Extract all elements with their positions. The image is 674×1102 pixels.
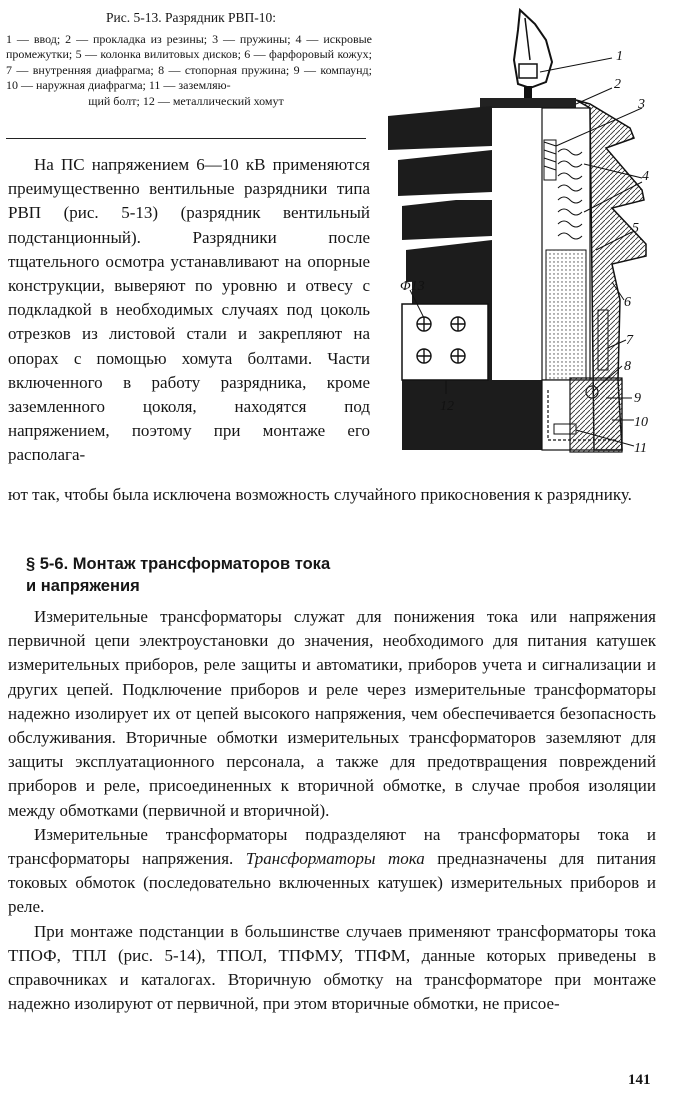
terminal-input xyxy=(514,10,552,100)
paragraph-transformer-types-a: Измерительные трансформаторы подразделяют на трансформаторы тока и трансформаторы напряжения. xyxy=(8,824,656,869)
figure-caption-legend: 1 — ввод; 2 — прокладка из резины; 3 — пружины; 4 — искровые промежутки; 5 — колонка вилитовых дисков; 6 — фарфоровый кожух; 7 — внутренняя диафрагма; 8 — стопорная пружина; 9 — компаунд; 10 — наружная диафрагма; 11 — заземляю- xyxy=(6,31,372,92)
callout-4: 4 xyxy=(642,169,649,184)
callout-8: 8 xyxy=(624,359,631,374)
paragraph-arrester-installation: На ПС напряжением 6—10 кВ применяются преимущественно вентильные разрядники типа РВП (рис. 5-13) (разрядник вентильный подстанционный). Разрядники после тщательного осмотра устанавливают на опорные конструкции, выверяют по уровню и отвесу с подкладкой в необходимых случаях под цоколь отрезков из листовой стали и закрепляют на опорах с помощью хомута болтами. Части включенного в работу разрядника, кроме заземленного цоколя, находятся под напряжением, поэтому при монтаже его располага- xyxy=(8,155,370,465)
callout-10: 10 xyxy=(634,415,648,430)
paragraph-measuring-transformers: Измерительные трансформаторы служат для понижения тока или напряжения первичной цепи электроустановки до значения, необходимого для питания катушек измерительных приборов, реле защиты и автоматики, приборов учета и сигнализации и других цепей. Подключение приборов и реле через измерительные трансформаторы надежно изолирует их от цепей высокого напряжения, чем обеспечивается безопасность обслуживания. Вторичные обмотки измерительных трансформаторов заземляют для защиты эксплуатационного персонала, а также для предотвращения повреждений приборов и реле, присоединенных к вторичной обмотке, в случае пробоя изоляции между обмотками (первичной и вторичной). xyxy=(8,607,656,820)
callout-5: 5 xyxy=(632,221,639,236)
mounting-clamp xyxy=(402,304,488,380)
callout-6: 6 xyxy=(624,295,631,310)
section-body xyxy=(8,605,656,1016)
top-cap xyxy=(480,98,576,108)
callout-diameter: Φ13 xyxy=(400,279,425,294)
paragraph-arrester-installation-end: ют так, чтобы была исключена возможность случайного прикосновения к разряднику. xyxy=(8,485,632,504)
callout-7: 7 xyxy=(626,333,633,348)
figure-caption-title: Рис. 5-13. Разрядник РВП-10: xyxy=(105,10,277,25)
callout-2: 2 xyxy=(614,77,621,92)
paragraph-transformer-types xyxy=(8,823,656,920)
arrester-drawing xyxy=(380,0,674,470)
callout-11: 11 xyxy=(634,441,647,456)
section-heading xyxy=(26,553,446,597)
paragraph-transformer-types-b: предназначены для питания токовых обмоток (последовательно включенных катушек) измерительных приборов и реле. xyxy=(8,849,657,917)
section-heading-line-2: и напряжения xyxy=(26,577,140,595)
page-number: 141 xyxy=(628,1072,651,1088)
section-heading-line-1: § 5-6. Монтаж трансформаторов тока xyxy=(26,555,331,573)
callout-1: 1 xyxy=(616,49,623,64)
figure-caption xyxy=(0,10,372,109)
porcelain-housing-left xyxy=(388,106,542,450)
paragraph-substation-installation: При монтаже подстанции в большинстве случаев применяют трансформаторы тока ТПОФ, ТПЛ (рис. 5-14), ТПОЛ, ТПФМУ, ТПФМ, данные которых приведены в справочниках и каталогах. Вторичную обмотку на трансформаторе при монтаже надежно изолируют от первичной, при этом вторичные обмотки, не присое- xyxy=(8,921,656,1014)
callout-9: 9 xyxy=(634,391,641,406)
figure-caption-legend-end: щий болт; 12 — металлический хомут xyxy=(88,93,284,108)
term-current-transformers: Трансформаторы тока xyxy=(245,849,425,869)
callout-12: 12 xyxy=(440,399,454,414)
callout-3: 3 xyxy=(638,97,645,112)
caption-divider xyxy=(6,138,366,139)
